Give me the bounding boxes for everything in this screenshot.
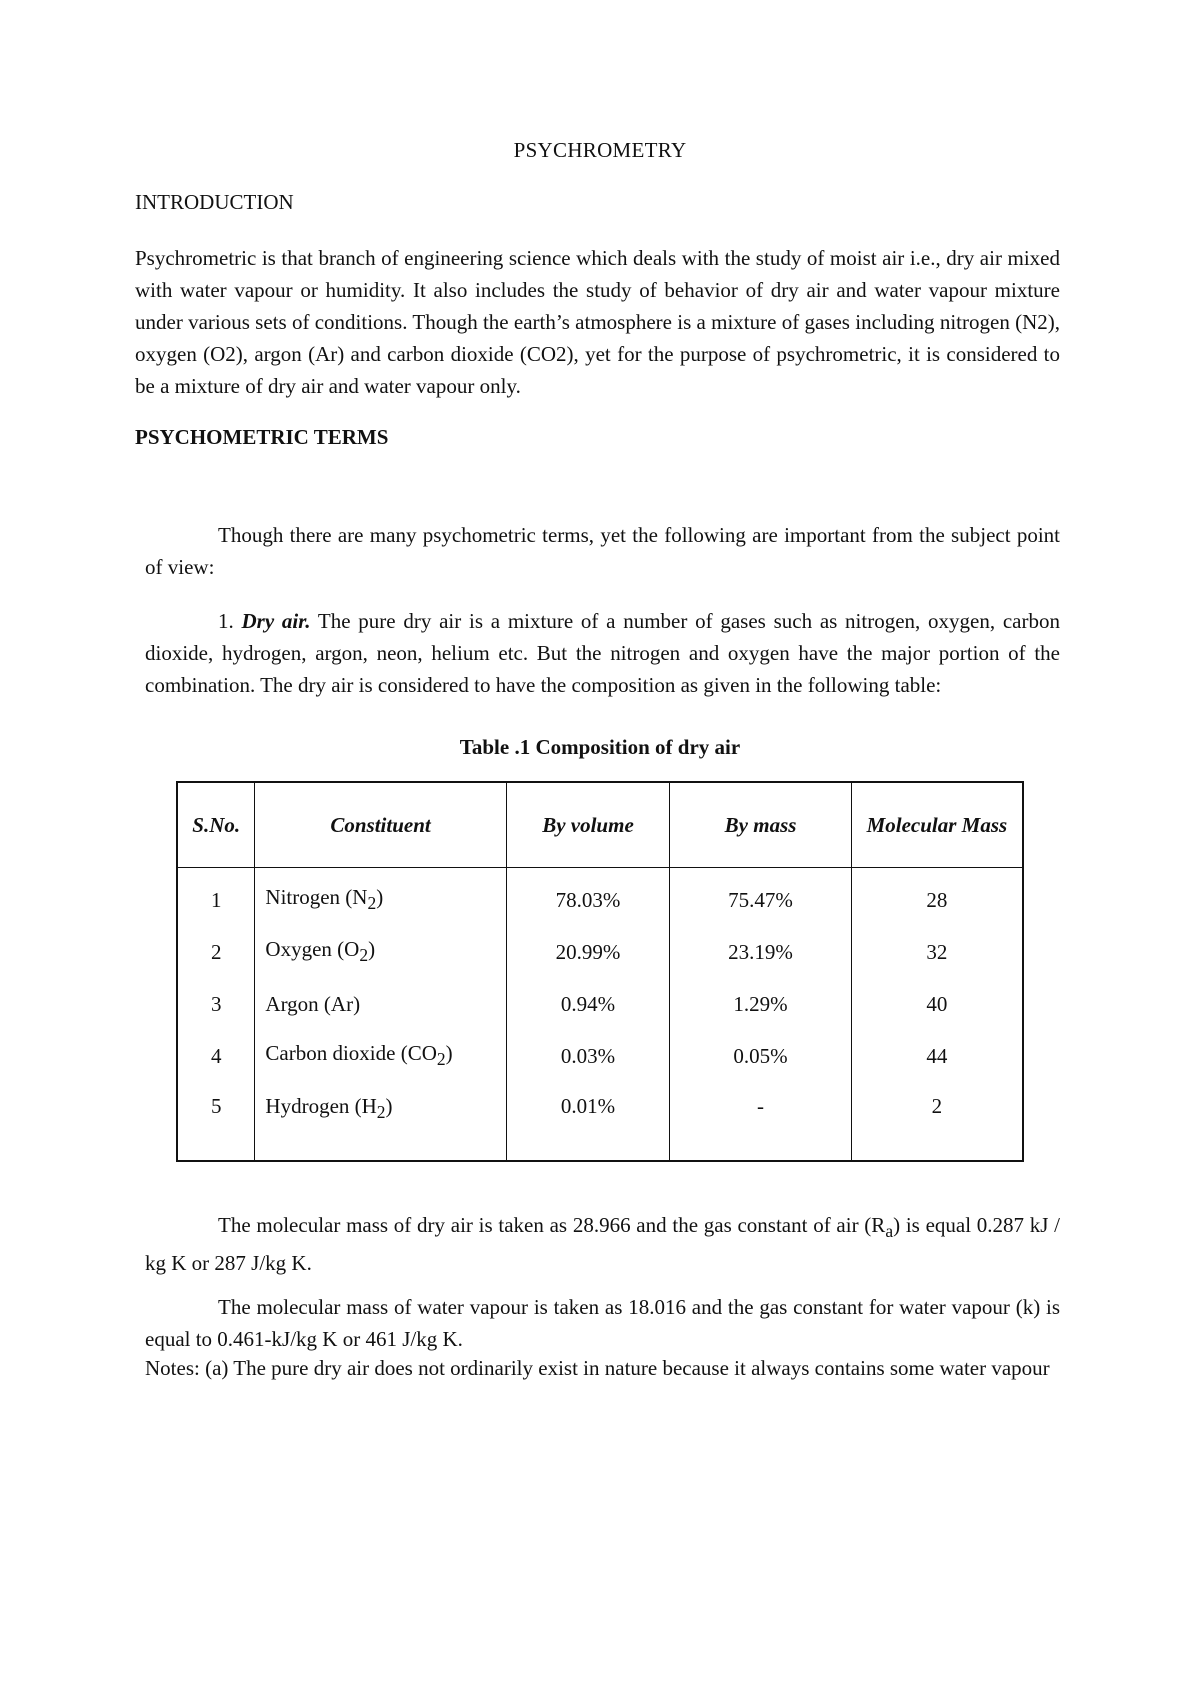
cell-constituent: Argon (Ar) (255, 978, 506, 1030)
table-row (177, 978, 1023, 1030)
cell-mass: 23.19% (670, 926, 852, 978)
table-row (177, 1030, 1023, 1082)
cell-molecular-mass: 40 (851, 978, 1023, 1030)
cell-mass: 1.29% (670, 978, 852, 1030)
cell-mass: 75.47% (670, 868, 852, 927)
introduction-heading: INTRODUCTION (135, 190, 294, 214)
terms-intro-text: Though there are many psychometric terms, yet the following are important from the subject point of view: (145, 523, 1060, 579)
header-sno: S.No. (177, 782, 255, 868)
table-caption: Table .1 Composition of dry air (459, 735, 741, 759)
cell-molecular-mass: 44 (851, 1030, 1023, 1082)
cell-constituent: Hydrogen $(H_2)$ (255, 1082, 506, 1161)
cell-constituent: Carbon dioxide $(CO_2)$ (255, 1030, 506, 1082)
cell-constituent: Oxygen $(O_2)$ (255, 926, 506, 978)
header-constituent: Constituent (255, 782, 506, 868)
cell-sno: 1 (177, 868, 255, 927)
header-by-volume: By volume (506, 782, 670, 868)
notes-text: Notes: (a) The pure dry air does not ordinarily exist in nature because it always contains some water vapour (145, 1356, 1050, 1380)
cell-mass: 0.05% (670, 1030, 852, 1082)
cell-molecular-mass: 28 (851, 868, 1023, 927)
cell-molecular-mass: 2 (851, 1082, 1023, 1161)
introduction-paragraph (135, 242, 1060, 402)
dry-air-number: 1. (218, 609, 234, 633)
header-molecular-mass-label: Molecular Mass (866, 813, 1008, 837)
cell-volume: 0.03% (506, 1030, 670, 1082)
notes-paragraph (145, 1352, 1060, 1384)
cell-molecular-mass: 32 (851, 926, 1023, 978)
cell-volume: 20.99% (506, 926, 670, 978)
composition-table (176, 781, 1024, 1162)
cell-volume: 0.01% (506, 1082, 670, 1161)
introduction-text: Psychrometric is that branch of engineering science which deals with the study of moist air i.e., dry air mixed with water vapour or humidity. It also includes the study of behavior of dry air and water vapour mixture under various sets of conditions. Though the earth’s atmosphere is a mixture of gases including nitrogen (N2), oxygen (O2), argon (Ar) and carbon dioxide (CO2), yet for the purpose of psychrometric, it is considered to be a mixture of dry air and water vapour only. (135, 246, 1060, 398)
document-title: PSYCHROMETRY (513, 138, 687, 162)
header-by-mass: By mass (670, 782, 852, 868)
cell-sno: 4 (177, 1030, 255, 1082)
cell-sno: 3 (177, 978, 255, 1030)
dry-air-text (145, 605, 1060, 701)
header-molecular-mass (851, 782, 1023, 868)
table-row (177, 868, 1023, 927)
dry-air-body: The pure dry air is a mixture of a number of gases such as nitrogen, oxygen, carbon dioxide, hydrogen, argon, neon, helium etc. But the nitrogen and oxygen have the major portion of the combination. The dry air is considered to have the composition as given in the following table: (145, 609, 1060, 697)
water-vapour-text: The molecular mass of water vapour is taken as 18.016 and the gas constant for water vapour (k) is equal to 0.461-kJ/kg K or 461 J/kg K. (145, 1295, 1060, 1351)
psychometric-terms-heading: PSYCHOMETRIC TERMS (135, 425, 389, 449)
dry-air-paragraph (145, 584, 1060, 722)
dry-air-term: Dry air. (241, 609, 311, 633)
dry-air-constant-text: The molecular mass of dry air is taken as 28.966 and the gas constant of air $(R_a)$ is equal 0.287 kJ / kg K or 287 J/kg K. (145, 1213, 1060, 1276)
cell-volume: 0.94% (506, 978, 670, 1030)
cell-constituent: Nitrogen $(N_2)$ (255, 868, 506, 927)
table-row (177, 1082, 1023, 1161)
table-header-row (177, 782, 1023, 868)
table-row (177, 926, 1023, 978)
cell-sno: 5 (177, 1082, 255, 1161)
cell-volume: 78.03% (506, 868, 670, 927)
cell-sno: 2 (177, 926, 255, 978)
cell-mass: - (670, 1082, 852, 1161)
